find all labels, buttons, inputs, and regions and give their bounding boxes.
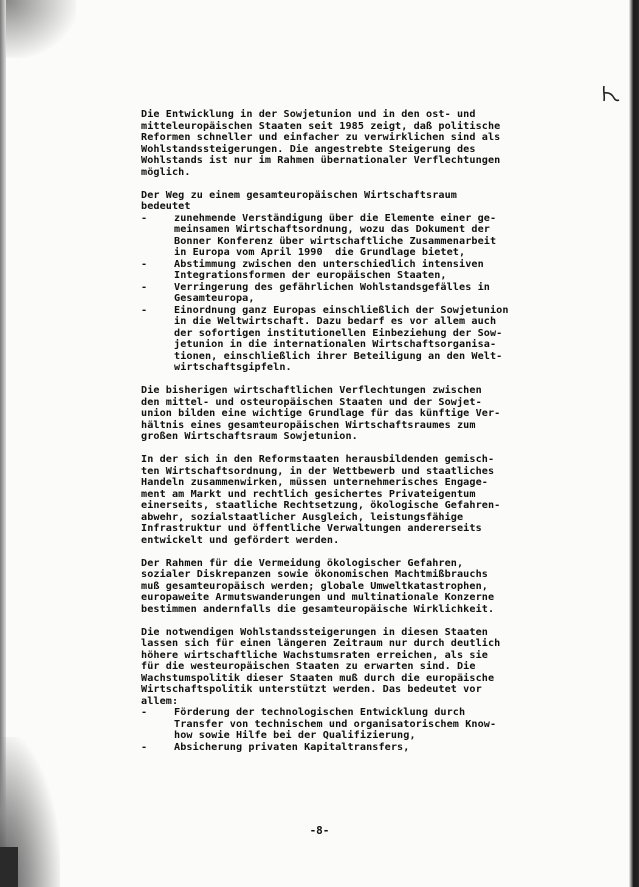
text-line: Die Entwicklung in der Sowjetunion und in den ost- und bbox=[141, 109, 476, 120]
text-line: einerseits, staatliche Rechtsetzung, ökologische Gefahren- bbox=[141, 500, 501, 511]
bullet-item-line bbox=[141, 224, 571, 236]
bullet-item-line bbox=[141, 259, 571, 271]
bullet-text: Gesamteuropa, bbox=[174, 293, 255, 304]
text-line: union bilden eine wichtige Grundlage für das künftige Ver- bbox=[141, 408, 501, 419]
text-line: Wachstumspolitik dieser Staaten muß durch die europäische bbox=[141, 672, 495, 684]
scan-corner-bottom-left bbox=[0, 847, 18, 887]
bullet-dash: - bbox=[141, 258, 148, 270]
bullet-item-line bbox=[141, 328, 571, 340]
bullet-item-line bbox=[141, 362, 571, 374]
bullet-text: how sowie Hilfe bei der Qualifizierung, bbox=[174, 730, 416, 741]
bullet-text: Einordnung ganz Europas einschließlich der Sowjetunion bbox=[174, 304, 509, 316]
handwritten-mark bbox=[600, 84, 622, 104]
bullet-item-line bbox=[141, 293, 571, 305]
bullet-item-line bbox=[141, 730, 571, 742]
bullet-item-line bbox=[141, 305, 571, 317]
bullet-text: Abstimmung zwischen den unterschiedlich intensiven bbox=[174, 258, 484, 270]
text-line: Infrastruktur und öffentliche Verwaltungen andererseits bbox=[141, 523, 482, 534]
text-line: höhere wirtschaftliche Wachstumsraten erreichen, als sie bbox=[141, 649, 488, 661]
text-line: sozialer Diskrepanzen sowie ökonomischen Machtmißbrauchs bbox=[141, 569, 488, 580]
bullet-text: meinsamen Wirtschaftsordnung, wozu das Dokument der bbox=[174, 224, 490, 235]
bullet-text: der sofortigen institutionellen Einbeziehung der Sow- bbox=[174, 327, 503, 339]
bullet-dash: - bbox=[141, 304, 148, 316]
bullet-item-line bbox=[141, 213, 571, 225]
text-line: großen Wirtschaftsraum Sowjetunion. bbox=[141, 431, 358, 442]
text-line: Wirtschaftspolitik unterstützt werden. Das bedeutet vor bbox=[141, 684, 482, 695]
document-body bbox=[141, 109, 571, 753]
bullet-dash: - bbox=[141, 281, 148, 293]
bullet-text: in Europa vom April 1990 die Grundlage bietet, bbox=[174, 247, 466, 258]
bullet-item-line bbox=[141, 270, 571, 282]
bullet-text: jetunion in die internationalen Wirtschaftsorganisa- bbox=[174, 339, 497, 350]
text-line: hältnis eines gesamteuropäischen Wirtschaftsraumes zum bbox=[141, 419, 476, 431]
text-line: abwehr, sozialstaatlicher Ausgleich, leistungsfähige bbox=[141, 511, 464, 523]
bullet-dash: - bbox=[141, 741, 148, 753]
scan-edge-right bbox=[629, 0, 639, 887]
bullet-item-line bbox=[141, 351, 571, 363]
text-line: muß gesamteuropäisch werden; globale Umweltkatastrophen, bbox=[141, 580, 488, 592]
text-line: für die westeuropäischen Staaten zu erwarten sind. Die bbox=[141, 661, 476, 672]
text-line: lassen sich für einen längeren Zeitraum nur durch deutlich bbox=[141, 638, 501, 649]
text-line: bedeutet bbox=[141, 201, 191, 212]
bullet-item-line bbox=[141, 236, 571, 248]
text-line: Wohlstands ist nur im Rahmen übernationaler Verflechtungen bbox=[141, 155, 501, 166]
bullet-text: Verringerung des gefährlichen Wohlstandsgefälles in bbox=[174, 281, 490, 293]
bullet-text: tionen, einschließlich ihrer Beteiligung an den Welt- bbox=[174, 350, 503, 362]
paragraph bbox=[141, 385, 571, 443]
text-line: den mittel- und osteuropäischen Staaten und der Sowjet- bbox=[141, 396, 482, 408]
paragraph bbox=[141, 109, 571, 178]
bullet-text: Förderung der technologischen Entwicklung durch bbox=[174, 707, 466, 718]
bullet-text: Integrationsformen der europäischen Staaten, bbox=[174, 270, 447, 281]
text-line: Der Rahmen für die Vermeidung ökologischer Gefahren, bbox=[141, 557, 464, 569]
bullet-dash: - bbox=[141, 212, 148, 224]
bullet-item-line bbox=[141, 282, 571, 294]
paragraph bbox=[141, 454, 571, 546]
bullet-item-line bbox=[141, 707, 571, 719]
bullet-text: Absicherung privaten Kapitaltransfers, bbox=[174, 741, 410, 753]
bullet-dash: - bbox=[141, 707, 148, 718]
text-line: Der Weg zu einem gesamteuropäischen Wirtschaftsraum bbox=[141, 189, 457, 201]
text-line: entwickelt und gefördert werden. bbox=[141, 534, 340, 546]
text-line: europaweite Armutswanderungen und multinationale Konzerne bbox=[141, 592, 495, 603]
paragraph bbox=[141, 558, 571, 616]
bullet-text: wirtschaftsgipfeln. bbox=[174, 362, 292, 373]
paragraph bbox=[141, 190, 571, 374]
bullet-text: Transfer von technischem und organisatorischem Know- bbox=[174, 718, 497, 730]
text-line: bestimmen andernfalls die gesamteuropäische Wirklichkeit. bbox=[141, 603, 495, 615]
text-line: Die notwendigen Wohlstandssteigerungen in diesen Staaten bbox=[141, 626, 488, 638]
bullet-text: zunehmende Verständigung über die Elemente einer ge- bbox=[174, 212, 497, 224]
text-line: möglich. bbox=[141, 166, 191, 178]
text-line: ment am Markt und rechtlich gesichertes Privateigentum bbox=[141, 488, 476, 500]
bullet-text: Bonner Konferenz über wirtschaftliche Zusammenarbeit bbox=[174, 235, 497, 247]
page-number: -8- bbox=[309, 824, 330, 837]
bullet-item-line bbox=[141, 247, 571, 259]
bullet-item-line bbox=[141, 316, 571, 328]
scan-shadow-top-left bbox=[6, 0, 76, 58]
bullet-item-line bbox=[141, 339, 571, 351]
text-line: Wohlstandssteigerungen. Die angestrebte Steigerung des bbox=[141, 143, 476, 155]
text-line: mitteleuropäischen Staaten seit 1985 zeigt, daß politische bbox=[141, 120, 501, 132]
paragraph bbox=[141, 627, 571, 754]
bullet-item-line bbox=[141, 719, 571, 731]
text-line: Reformen schneller und einfacher zu verwirklichen sind als bbox=[141, 132, 501, 143]
bullet-text: in die Weltwirtschaft. Dazu bedarf es vor allem auch bbox=[174, 316, 497, 327]
text-line: Handeln zusammenwirken, müssen unternehmerisches Engage- bbox=[141, 477, 488, 488]
text-line: ten Wirtschaftsordnung, in der Wettbewerb und staatliches bbox=[141, 465, 495, 477]
bullet-item-line bbox=[141, 742, 571, 754]
text-line: allem: bbox=[141, 695, 179, 707]
text-line: In der sich in den Reformstaaten herausbildenden gemisch- bbox=[141, 454, 495, 465]
text-line: Die bisherigen wirtschaftlichen Verflechtungen zwischen bbox=[141, 385, 482, 396]
